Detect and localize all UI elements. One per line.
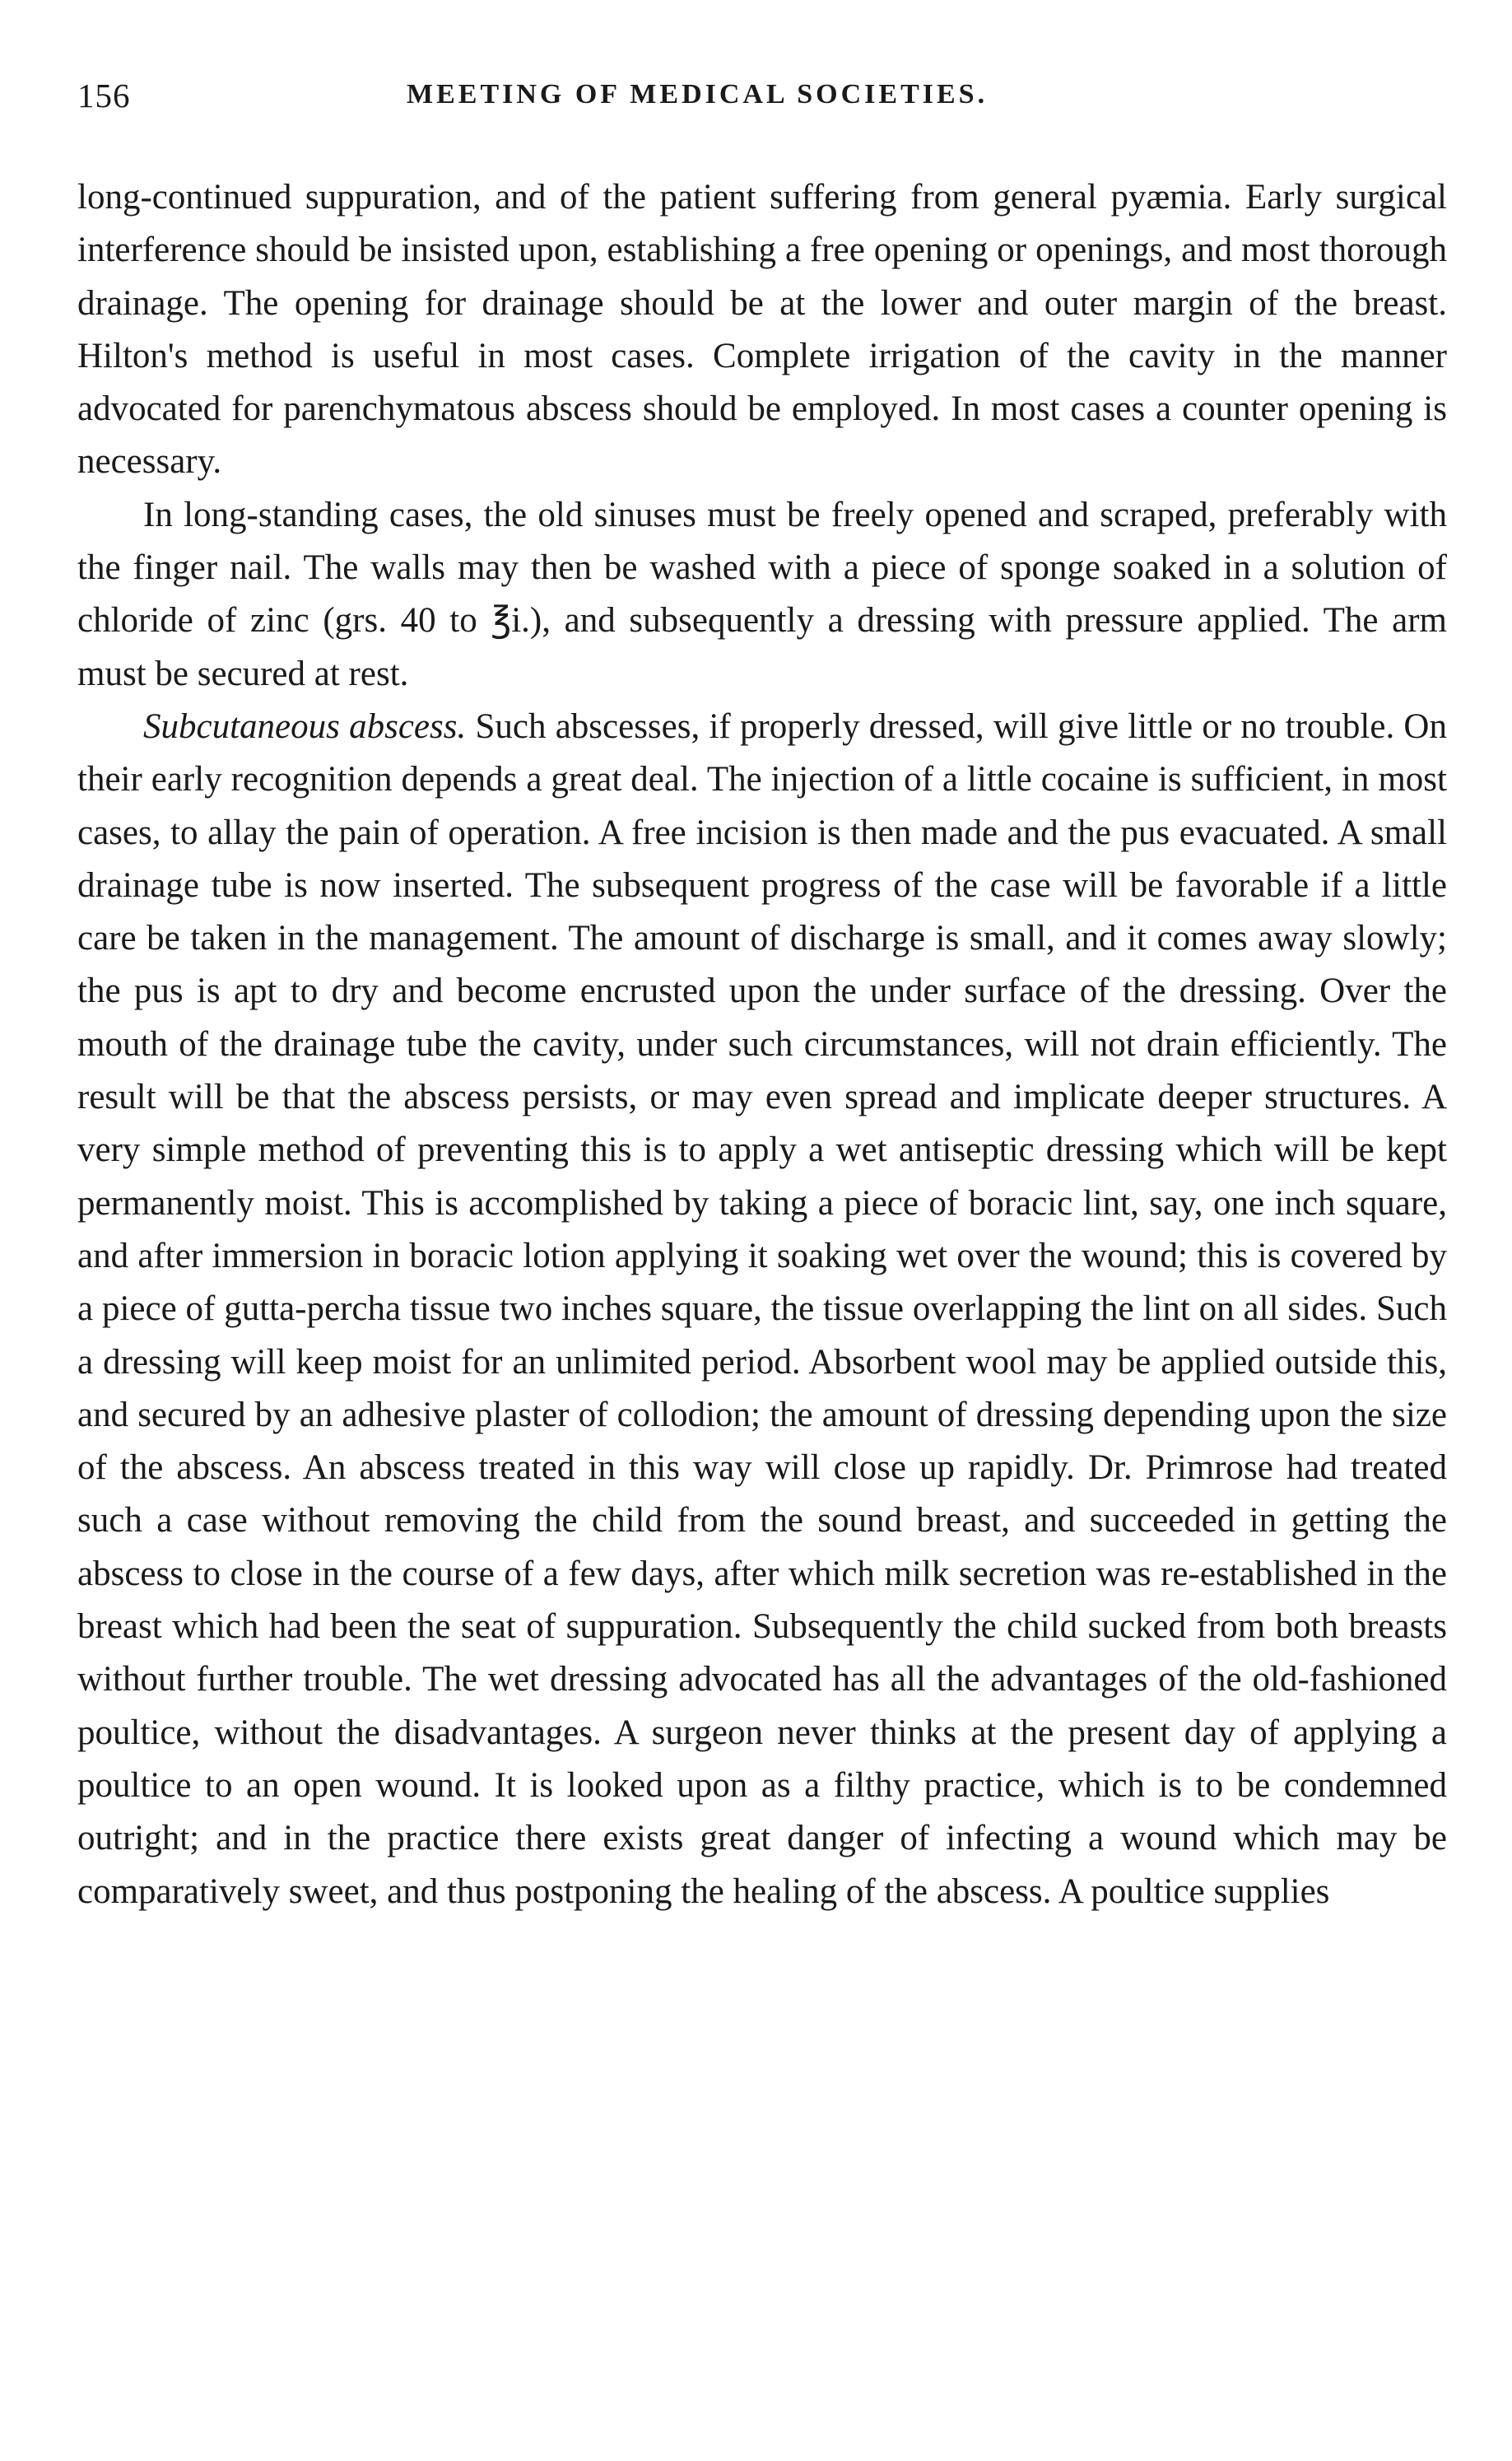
section-lead-heading: Subcutaneous abscess. bbox=[143, 706, 467, 746]
page-number: 156 bbox=[77, 77, 131, 114]
paragraph-text: In long-standing cases, the old sinuses must be freely opened and scraped, preferably with the finger nail. The walls may then be washed with a piece of sponge soaked in a solution of chloride of zinc (grs. 40 to ℥i.), and subsequently a dressing with pressure applied. The arm must be secured at rest. bbox=[77, 495, 1447, 693]
paragraph-long-standing-cases bbox=[77, 489, 1447, 701]
page-header bbox=[77, 76, 1447, 128]
paragraph-text: Such abscesses, if properly dressed, will give little or no trouble. On their early recognition depends a great deal. The injection of a little cocaine is sufficient, in most cases, to allay the pain of operation. A free incision is then made and the pus evacuated. A small drainage tube is now inserted. The subsequent progress of the case will be favorable if a little care be taken in the management. The amount of discharge is small, and it comes away slowly; the pus is apt to dry and become encrusted upon the under surface of the dressing. Over the mouth of the drainage tube the cavity, under such circumstances, will not drain efficiently. The result will be that the abscess persists, or may even spread and implicate deeper structures. A very simple method of preventing this is to apply a wet antiseptic dressing which will be kept permanently moist. This is accomplished by taking a piece of boracic lint, say, one inch square, and after immersion in boracic lotion applying it soaking wet over the wound; this is covered by a piece of gutta-percha tissue two inches square, the tissue overlapping the lint on all sides. Such a dressing will keep moist for an unlimited period. Absorbent wool may be applied outside this, and secured by an adhesive plaster of collodion; the amount of dressing depending upon the size of the abscess. An abscess treated in this way will close up rapidly. Dr. Primrose had treated such a case without removing the child from the sound breast, and succeeded in getting the abscess to close in the course of a few days, after which milk secretion was re-established in the breast which had been the seat of suppuration. Subsequently the child sucked from both breasts without further trouble. The wet dressing advocated has all the advantages of the old-fashioned poultice, without the disadvantages. A surgeon never thinks at the present day of applying a poultice to an open wound. It is looked upon as a filthy practice, which is to be condemned outright; and in the practice there exists great danger of infecting a wound which may be comparatively sweet, and thus postponing the healing of the abscess. A poultice supplies bbox=[77, 706, 1447, 1911]
running-head: MEETING OF MEDICAL SOCIETIES. bbox=[407, 79, 989, 110]
paragraph-text: long-continued suppuration, and of the patient suffering from general pyæmia. Early surgical interference should be insisted upon, establishing a free opening or openings, and most thorough drainage. The opening for drainage should be at the lower and outer margin of the breast. Hilton's method is useful in most cases. Complete irrigation of the cavity in the manner advocated for parenchymatous abscess should be employed. In most cases a counter opening is necessary. bbox=[77, 178, 1447, 482]
body-text bbox=[77, 171, 1447, 1918]
paragraph-subcutaneous-abscess bbox=[77, 701, 1447, 1918]
paragraph-continuation bbox=[77, 171, 1447, 489]
book-page bbox=[77, 76, 1447, 1918]
